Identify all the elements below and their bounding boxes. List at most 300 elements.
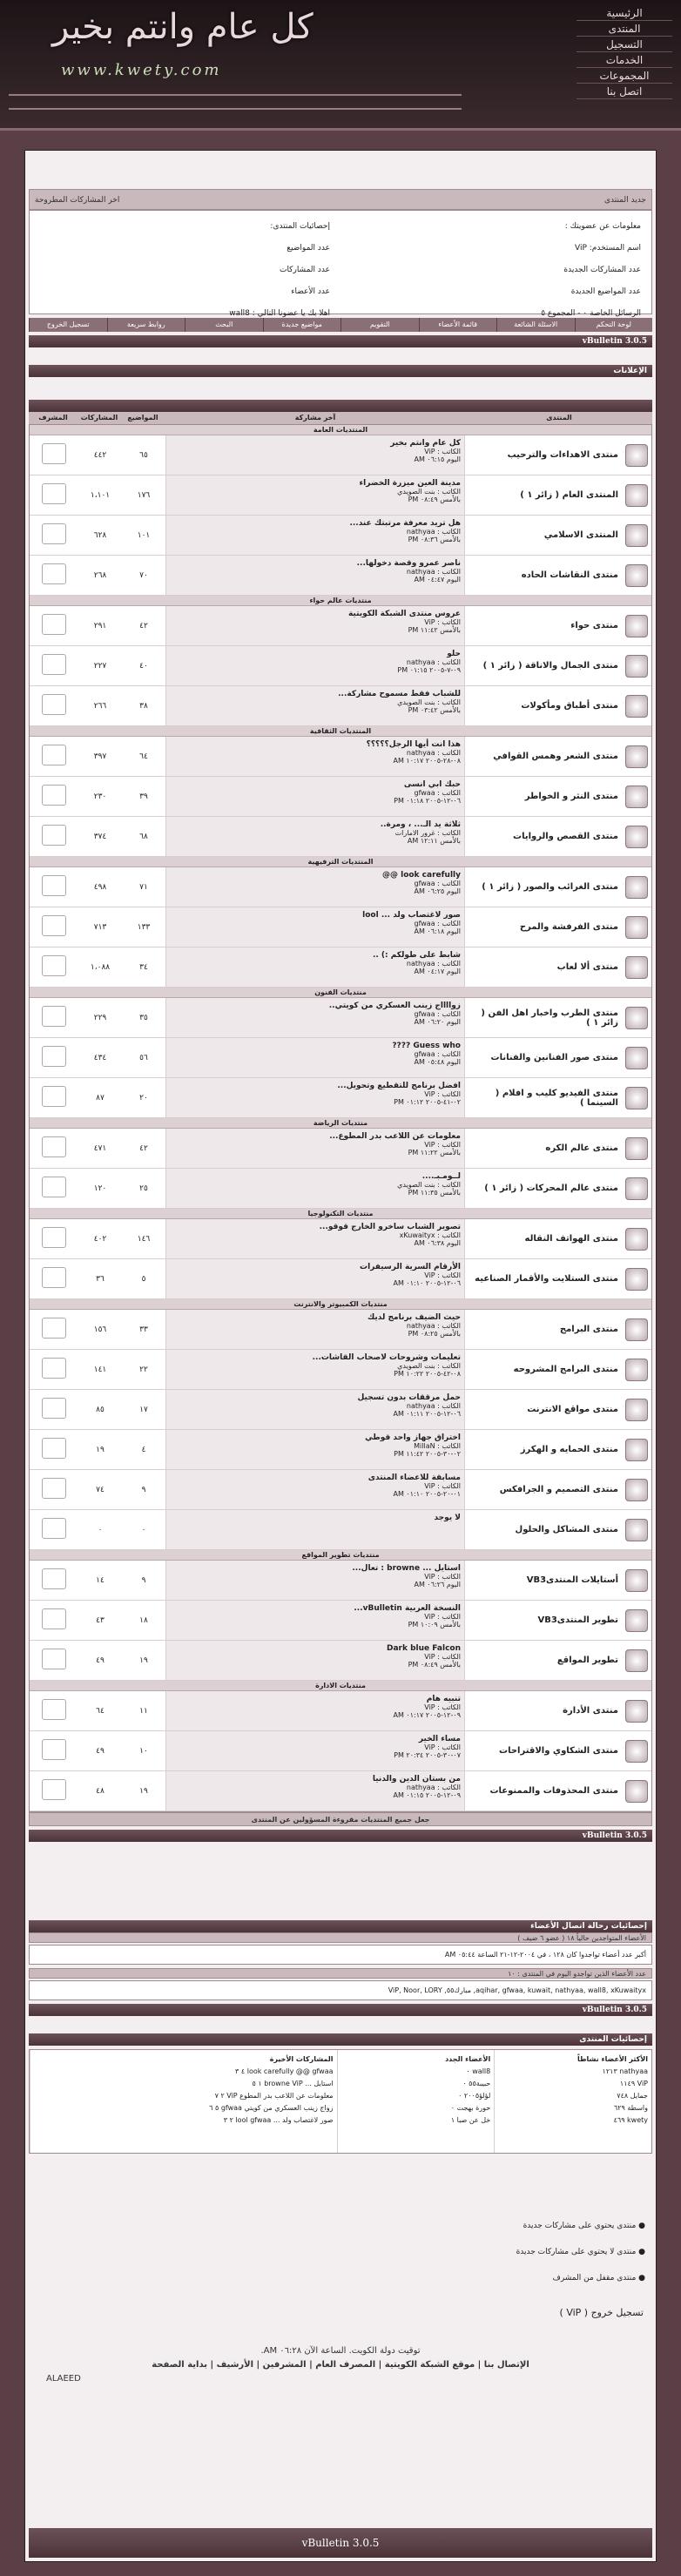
forum-name[interactable]: منتدى الهواتف النقاله (524, 1234, 618, 1244)
last-post-title[interactable]: صور لاغتصاب ولد ... lool (362, 911, 461, 920)
last-post-date: اليوم ٠٦:٢٠ AM (414, 1018, 461, 1026)
forum-status-icon (625, 1609, 648, 1632)
moderator (30, 563, 78, 587)
latest-post[interactable]: زواج زينب العسكري من كويتي gfwaa ٥ ٦ (209, 2104, 334, 2112)
moderator (30, 1739, 78, 1763)
thread-count: ١٠١ (137, 530, 151, 540)
post-count: ١٤١ (93, 1365, 107, 1374)
moderator (30, 1398, 78, 1421)
last-post-title[interactable]: زوااااج زينب العسكري من كويتي.. (328, 1001, 461, 1010)
last-post-title[interactable]: تعليمات وشروحات لاصحاب القاشات... (312, 1353, 461, 1362)
last-post-title[interactable]: اختراق جهاز واحد قوطي (365, 1433, 461, 1442)
forum-row[interactable] (30, 606, 651, 646)
category-header[interactable]: منتديات الرياضة (30, 1118, 651, 1129)
moderator-icon[interactable] (42, 614, 66, 635)
thread-count: ٣٨ (139, 701, 148, 711)
last-post-date: اليوم ٠٦:١٥ AM (414, 455, 461, 463)
last-post-title[interactable]: للشباب فقط مسموح مشاركة... (338, 690, 461, 698)
last-post (165, 737, 465, 776)
moderator-icon[interactable] (42, 1086, 66, 1107)
post-count: ٤٨ (96, 1786, 105, 1796)
banner-nav-item[interactable]: اتصل بنا (576, 85, 672, 99)
moderator (30, 1358, 78, 1381)
thread-count: ٤٢ (139, 1143, 148, 1153)
last-post-author: الكاتب : MillaN (414, 1442, 461, 1450)
banner-nav-item[interactable]: التسجيل (576, 38, 672, 52)
forum-row[interactable] (30, 1771, 651, 1811)
latest-post[interactable]: look carefully @@ gfwaa ٤ ٣ (235, 2067, 334, 2075)
forum-row[interactable] (30, 1601, 651, 1641)
last-post-title[interactable]: حيث الضيف برنامج لديك (367, 1313, 461, 1322)
last-post-title[interactable]: النسخة العربية vBulletin... (354, 1604, 461, 1613)
post-count: ١،٠٨٨ (90, 962, 111, 972)
moderator (30, 1227, 78, 1251)
category-header[interactable]: منتديات الادارة (30, 1681, 651, 1691)
last-post-title[interactable]: هذا انت أيها الرجل؟؟؟؟؟ (366, 740, 461, 749)
moderator-icon[interactable] (42, 1478, 66, 1499)
forum-row[interactable] (30, 1390, 651, 1430)
post-count: ٣٦ (96, 1274, 105, 1284)
category-header[interactable]: المنتديات الترفيهية (30, 857, 651, 867)
moderator-icon[interactable] (42, 1438, 66, 1459)
forum-status-icon (625, 1047, 648, 1069)
thread-count: ٩ (141, 1575, 146, 1585)
last-post-title[interactable]: ثلاثة يد الـ... ، ومرة.. (380, 820, 461, 829)
thread-count: ٧١ (139, 882, 148, 892)
last-post-title[interactable]: look carefully @@ (381, 871, 461, 880)
moderator-icon[interactable] (42, 825, 66, 846)
last-post-date: ٠٦-١٢-٢٠٠٥ ٠١:١١ AM (393, 1410, 461, 1418)
last-post-title[interactable]: عروس منتدى الشبكة الكويتية (347, 610, 461, 618)
forum-row[interactable] (30, 1310, 651, 1350)
thread-count: ٠ (141, 1525, 146, 1534)
forum-name[interactable]: منتدى الاهداءات والترحيب (507, 450, 618, 460)
moderator (30, 1086, 78, 1109)
moderator-icon[interactable] (42, 1227, 66, 1248)
forum-row[interactable] (30, 1510, 651, 1550)
last-post-author: الكاتب : بنت الصويدي (397, 698, 461, 706)
last-post-title[interactable]: لا يوجد (434, 1514, 461, 1522)
moderator-icon[interactable] (42, 1046, 66, 1067)
menu-item[interactable]: روابط سريعة (107, 318, 185, 332)
moderator-icon[interactable] (42, 745, 66, 765)
last-post (165, 516, 465, 555)
category-header[interactable]: منتديات الفنون (30, 988, 651, 998)
forum-row[interactable] (30, 435, 651, 475)
last-post-author: الكاتب : gfwaa (414, 920, 461, 927)
forum-name[interactable]: منتدى المحذوفات والممنوعات (489, 1786, 618, 1796)
last-post (165, 1078, 465, 1117)
last-post-title[interactable]: Dark blue Falcon (387, 1644, 461, 1653)
last-post (165, 1510, 465, 1549)
col-mods: المشرف (38, 414, 68, 421)
post-count: ٢٦٨ (93, 570, 107, 580)
last-post-date: اليوم ٠٥:٤٨ AM (414, 1058, 461, 1066)
moderator (30, 1006, 78, 1029)
thread-count: ٣٥ (139, 1013, 148, 1022)
thread-count: ١٣٣ (137, 922, 151, 932)
last-post-title[interactable]: Guess who ???? (392, 1042, 461, 1050)
forum-row[interactable] (30, 475, 651, 516)
disclaimer[interactable]: جعل جميع المنتديات مقروءة المسؤولين عن المنتدى (29, 1812, 652, 1826)
last-post-date: ٠٨-٢٨-٢٠٠٥ ١٠:١٧ AM (393, 757, 461, 765)
forum-row[interactable] (30, 1691, 651, 1731)
menu-item[interactable]: لوحة التحكم (575, 318, 653, 332)
user-info (340, 211, 651, 318)
last-post-title[interactable]: مسابقة للاعضاء المنتدى (367, 1473, 461, 1482)
last-post-date: بالأمس ١٠:٠٩ PM (408, 1621, 461, 1629)
forum-name[interactable]: منتدى حواء (570, 621, 618, 631)
moderator-icon[interactable] (42, 955, 66, 976)
forum-name[interactable]: منتدى عالم الكره (545, 1143, 618, 1153)
last-post (165, 1561, 465, 1600)
post-count: ٢٢٧ (93, 661, 107, 671)
moderator-icon[interactable] (42, 1518, 66, 1539)
last-post-title[interactable]: تصوير الشباب ساخرو الخارج قوقو... (319, 1223, 461, 1231)
moderator-icon[interactable] (42, 1608, 66, 1629)
forum-name[interactable]: منتدى مواقع الانترنت (527, 1405, 618, 1414)
last-post-title[interactable]: حمل مرققات بدون تسجيل (357, 1393, 461, 1402)
forum-row[interactable] (30, 1731, 651, 1771)
top-poster[interactable]: ViP ١١٤٩ (619, 2080, 648, 2087)
top-poster[interactable]: واسطة ٦٢٩ (613, 2104, 648, 2112)
forum-row[interactable] (30, 947, 651, 988)
forum-stats (30, 211, 340, 318)
thread-count: ٧٠ (139, 570, 148, 580)
forum-name[interactable]: منتدى القصص والروايات (513, 832, 618, 841)
banner-nav-item[interactable]: الخدمات (576, 54, 672, 68)
post-count: ٠ (98, 1525, 103, 1534)
moderator-icon[interactable] (42, 1779, 66, 1800)
logout-link[interactable]: تسجيل خروج ( ViP ) (559, 2307, 644, 2318)
banner-decoration (9, 94, 462, 110)
category-header[interactable]: منتديات التكنولوجيا (30, 1209, 651, 1219)
top-poster[interactable]: جمايل ٧٤٨ (617, 2092, 648, 2100)
forum-name[interactable]: منتدى التصميم و الجرافكس (499, 1485, 618, 1494)
category-header[interactable]: منتديات تطوير المواقع (30, 1550, 651, 1561)
category-header[interactable]: المنتديات العامة (30, 425, 651, 435)
top-poster[interactable]: nathyaa ١٢١٣ (602, 2067, 648, 2075)
forum-row[interactable] (30, 686, 651, 726)
last-post-date: بالأمس ١١:٢٢ PM (408, 1149, 461, 1157)
forum-row[interactable] (30, 516, 651, 556)
forum-status-icon (625, 1569, 648, 1592)
thread-count: ١٤٦ (137, 1234, 151, 1244)
moderator (30, 915, 78, 939)
moderator (30, 1318, 78, 1341)
thread-count: ٥ (141, 1274, 146, 1284)
last-post-title[interactable]: حبك ابي انسى (403, 780, 461, 789)
forum-row[interactable] (30, 777, 651, 817)
site-logo: كل عام وانتم بخير (52, 7, 314, 47)
last-post-title[interactable]: ناصر عمرو وقصة دخولها... (356, 559, 461, 568)
last-post-author: الكاتب : nathyaa (406, 658, 461, 666)
post-count: ٤٩ (96, 1656, 105, 1665)
thread-count: ١٧٦ (137, 490, 151, 500)
moderator-icon[interactable] (42, 1649, 66, 1669)
last-post-title[interactable]: لــومـبـ.... (421, 1172, 461, 1181)
moderator (30, 523, 78, 547)
moderator-icon[interactable] (42, 694, 66, 715)
moderator-icon[interactable] (42, 785, 66, 806)
forum-name[interactable]: المنتدى العام ( زائر ١ ) (520, 490, 618, 500)
post-count: ٤٩ (96, 1746, 105, 1756)
forum-name[interactable]: منتدى الستلايت والأقمار الصناعيه (475, 1274, 618, 1284)
new-member[interactable]: wall8 ٠ (466, 2067, 491, 2075)
forum-status-icon (625, 1087, 648, 1109)
forum-name[interactable]: تطوير المنتدىVB3 (537, 1615, 618, 1625)
moderator-icon[interactable] (42, 654, 66, 675)
last-post-title[interactable]: كل عام وانتم بخير (390, 439, 461, 448)
category-header[interactable]: منتديات عالم حواء (30, 596, 651, 606)
last-post-date: بالأمس ١١:٤٢ PM (408, 626, 461, 634)
forum-status-icon (625, 695, 648, 718)
style-select[interactable]: ALAEED (46, 2374, 81, 2384)
forum-name[interactable]: منتدى الفرفشة والمرح (519, 922, 618, 932)
post-count: ١٩ (96, 1445, 105, 1454)
stats-line: إحصائيات المنتدى: (270, 222, 330, 231)
forum-name[interactable]: منتدى أطباق ومأكولات (521, 701, 618, 711)
last-post-date: ٠١-٢٠-٢٠٠٥ ٠١:١٠ AM (393, 1490, 461, 1498)
site-banner (0, 0, 681, 131)
user-info-line: عدد المشاركات الجديدة (563, 266, 641, 274)
post-count: ٧١٣ (93, 922, 107, 932)
vb-bar: vBulletin 3.0.5 (29, 335, 652, 347)
post-count: ٤٣٤ (93, 1053, 107, 1062)
new-member[interactable]: لؤلؤ٢٠٠٥ ٠ (458, 2092, 491, 2100)
last-post-author: الكاتب : nathyaa (406, 960, 461, 968)
category-header[interactable]: المنتديات الثقافية (30, 726, 651, 737)
moderator-icon[interactable] (42, 1318, 66, 1339)
moderator (30, 1608, 78, 1632)
vb-bar-2: vBulletin 3.0.5 (29, 1830, 652, 1842)
forum-name[interactable]: منتدى المشاكل والحلول (515, 1525, 618, 1534)
moderator (30, 1136, 78, 1160)
menu-item[interactable]: مواضيع جديدة (263, 318, 341, 332)
last-post-author: الكاتب : ViP (424, 1743, 461, 1751)
moderator-icon[interactable] (42, 483, 66, 504)
moderator-icon[interactable] (42, 1267, 66, 1288)
post-count: ٦٢٨ (93, 530, 107, 540)
moderator-icon[interactable] (42, 875, 66, 896)
online-today: aqihar, gfwaa, kuwait, nathyaa, wall8, xKuwaityx, مبارك٥٥, ViP, Noor, LORY (29, 1980, 652, 2000)
forum-row[interactable] (30, 817, 651, 857)
forum-row[interactable] (30, 1259, 651, 1299)
latest-post[interactable]: استايل ... browne ViP ١ ٥ (252, 2080, 334, 2087)
menu-item[interactable]: البحث (185, 318, 263, 332)
thread-count: ١٩ (139, 1786, 148, 1796)
last-post (165, 1169, 465, 1208)
menu-item[interactable]: التقويم (340, 318, 419, 332)
footer-bar: vBulletin 3.0.5 (29, 2528, 652, 2558)
forum-name[interactable]: منتدى الفيديو كليب و افلام ( السينما ) (495, 1088, 618, 1108)
thread-count: ٤٢ (139, 621, 148, 631)
post-count: ٢٢٩ (93, 1013, 107, 1022)
moderator (30, 1478, 78, 1501)
latest-posts-header: المشاركات الأخيرة (269, 2055, 334, 2063)
thread-count: ٩ (141, 1485, 146, 1494)
new-member[interactable]: خل عن صبا ١ (450, 2116, 491, 2124)
forum-row[interactable] (30, 998, 651, 1038)
moderator-icon[interactable] (42, 523, 66, 544)
last-post-author: الكاتب : بنت الصويدي (397, 488, 461, 496)
forum-name[interactable]: المنتدى الاسلامي (543, 530, 618, 540)
menu-item[interactable]: الاسئلة الشائعة (496, 318, 575, 332)
post-count: ٨٥ (96, 1405, 105, 1414)
online-bar: إحصائيات رحالة اتصال الأعضاء (29, 1920, 652, 1932)
last-post-title[interactable]: هل تريد معرفة مرتبتك عند... (349, 519, 461, 528)
moderator-icon[interactable] (42, 1136, 66, 1157)
last-post-author: الكاتب : ViP (424, 448, 461, 455)
menu-item[interactable]: تسجيل الخروج (29, 318, 107, 332)
moderator-icon[interactable] (42, 915, 66, 936)
post-count: ٤٣ (96, 1615, 105, 1625)
forum-name[interactable]: منتدى البرامج المشروحه (513, 1365, 618, 1374)
last-post-date: ٠٩-١٢-٢٠٠٥ ٠١:١٧ AM (393, 1711, 461, 1719)
last-post-date: بالأمس ١١:٣٥ PM (408, 1189, 461, 1197)
forum-name[interactable]: تطوير المواقع (556, 1656, 618, 1665)
forum-row[interactable] (30, 1470, 651, 1510)
forum-row[interactable] (30, 1038, 651, 1078)
moderator-icon[interactable] (42, 1739, 66, 1760)
forum-row[interactable] (30, 1641, 651, 1681)
moderator-icon[interactable] (42, 1358, 66, 1379)
forum-status-icon (625, 615, 648, 637)
new-members-header: الأعضاء الجدد (445, 2055, 491, 2063)
forum-row[interactable] (30, 646, 651, 686)
forum-name[interactable]: منتدى الحمايه و الهكرز (520, 1445, 618, 1454)
moderator-icon[interactable] (42, 1177, 66, 1197)
last-post (165, 1219, 465, 1258)
forum-row[interactable] (30, 867, 651, 907)
forum-row[interactable] (30, 1350, 651, 1390)
menu-item[interactable]: قائمة الأعضاء (419, 318, 497, 332)
forum-name[interactable]: منتدى النثر و الخواطر (524, 792, 618, 801)
moderator-icon[interactable] (42, 563, 66, 584)
last-post-date: ٠٩-٧-٢٠٠٥ ٠١:١٥ PM (397, 666, 461, 674)
latest-post[interactable]: صور لاغتصاب ولد ... lool gfwaa ٢ ٣ (223, 2116, 334, 2124)
moderator-icon[interactable] (42, 1398, 66, 1419)
last-post-title[interactable]: معلومات عن اللاعب بدر المطوع... (329, 1132, 461, 1141)
forum-row[interactable] (30, 1169, 651, 1209)
forum-name[interactable]: منتدى عالم المحركات ( زائر ١ ) (484, 1183, 618, 1193)
forum-name[interactable]: منتدى الغرائب والصور ( زائر ١ ) (482, 882, 618, 892)
moderator-icon[interactable] (42, 1699, 66, 1720)
moderator-icon[interactable] (42, 443, 66, 464)
forum-status-icon (625, 1177, 648, 1200)
last-post-title[interactable]: مدينة العين ميزرة الخضراء (359, 479, 461, 488)
last-post-title[interactable]: حلو (447, 650, 461, 658)
last-post-title[interactable]: افضل برنامج للتقطيع وتحويل... (337, 1082, 461, 1090)
forum-status-icon (625, 1359, 648, 1381)
new-tab[interactable]: جديد المنتدى (603, 196, 646, 205)
thread-count: ٦٨ (139, 832, 148, 841)
post-count: ٤٤٢ (93, 450, 107, 460)
forum-name[interactable]: منتدى ألا لعاب (556, 962, 618, 972)
last-post-title[interactable]: الأرقام السرية الرسيفرات (360, 1263, 461, 1271)
thread-count: ٦٥ (139, 450, 148, 460)
last-post-author: الكاتب : ViP (424, 1703, 461, 1711)
thread-count: ٤ (141, 1445, 146, 1454)
forum-status-icon (625, 876, 648, 899)
last-post-title[interactable]: شابط على طولكم :) .. (372, 951, 461, 960)
last-post-title[interactable]: تنبيه هام (426, 1695, 461, 1703)
top-tabs (29, 189, 652, 210)
forum-name[interactable]: منتدى الجمال والاناقة ( زائر ١ ) (482, 661, 618, 671)
last-post (165, 947, 465, 987)
thread-count: ٢٥ (139, 1183, 148, 1193)
last-post (165, 998, 465, 1037)
forum-row[interactable] (30, 1129, 651, 1169)
top-posters-header: الأكثر الأعضاء نشاطاً (577, 2055, 648, 2063)
last-post-date: ٠٩-١٢-٢٠٠٥ ٠١:١٥ AM (393, 1791, 461, 1799)
forum-status-icon (625, 1780, 648, 1803)
banner-nav-item[interactable]: المجموعات (576, 70, 672, 84)
forum-name[interactable]: منتدى الأدارة (563, 1706, 618, 1716)
moderator (30, 1649, 78, 1672)
last-post (165, 606, 465, 645)
user-info-box (29, 210, 652, 318)
new-member[interactable]: حورة بهجت ٠ (450, 2104, 491, 2112)
banner-nav-item[interactable]: الرئيسية (576, 7, 672, 21)
latest-tab[interactable]: اخر المشاركات المطروحة (35, 196, 120, 205)
forum-row[interactable] (30, 1561, 651, 1601)
forum-row[interactable] (30, 556, 651, 596)
category-header[interactable]: منتديات الكمبيوتر والانترنت (30, 1299, 651, 1310)
forum-row[interactable] (30, 1219, 651, 1259)
forum-status-icon (625, 1649, 648, 1672)
forum-name[interactable]: منتدى صور الفنانين والفنانات (490, 1053, 618, 1062)
last-post-author: الكاتب : ViP (424, 1271, 461, 1279)
forum-name[interactable]: منتدى البرامج (559, 1325, 618, 1334)
forum-row[interactable] (30, 1430, 651, 1470)
thread-count: ١١ (139, 1706, 148, 1716)
last-post (165, 1691, 465, 1730)
moderator (30, 1568, 78, 1592)
user-info-line: عدد المواضيع الجديدة (570, 287, 641, 296)
last-post-title[interactable]: من بستان الدين والدنيا (372, 1775, 461, 1784)
ads-bar (29, 365, 652, 377)
forum-name[interactable]: منتدى الشكاوي والاقتراحات (499, 1746, 618, 1756)
footer-links[interactable]: الإتصال بنا | موقع الشبكة الكويتية | المصرف العام | المشرفين | الأرشيف | بداية الصفحة (152, 2360, 529, 2370)
post-count: ٤٧١ (93, 1143, 107, 1153)
last-post-title[interactable]: استايل ... browne : تعال... (352, 1564, 461, 1573)
last-post (165, 686, 465, 725)
forum-name[interactable]: أستايلات المنتدىVB3 (526, 1575, 618, 1585)
moderator-icon[interactable] (42, 1568, 66, 1589)
latest-post[interactable]: معلومات عن اللاعب بدر المطوع ViP ٢ ٧ (214, 2092, 334, 2100)
last-post-title[interactable]: مساء الخير (418, 1735, 461, 1743)
last-post-author: الكاتب : ViP (424, 1613, 461, 1621)
forum-name[interactable]: منتدى النقاشات الحاده (521, 570, 618, 580)
forum-row[interactable] (30, 907, 651, 947)
forum-row[interactable] (30, 1078, 651, 1118)
legend (29, 2206, 652, 2298)
forum-name[interactable]: منتدى الطرب واخبار اهل الفن ( زائر ١ ) (481, 1008, 618, 1028)
forum-status-icon (625, 1228, 648, 1251)
post-count: ١،١٠١ (90, 490, 111, 500)
top-poster[interactable]: kwety ٤٦٩ (613, 2116, 648, 2124)
thread-count: ٢٢ (139, 1365, 148, 1374)
banner-nav-item[interactable]: المنتدى (576, 23, 672, 37)
forum-row[interactable] (30, 737, 651, 777)
moderator (30, 1518, 78, 1541)
new-member[interactable]: حبيبة٥٥ ٠ (462, 2080, 491, 2087)
forum-name[interactable]: منتدى الشعر وهمس القوافي (493, 752, 618, 761)
last-post-date: ٠٦-١٢-٢٠٠٥ ٠١:١٨ PM (394, 797, 461, 805)
moderator-icon[interactable] (42, 1006, 66, 1027)
last-post-author: الكاتب : ViP (424, 1653, 461, 1661)
